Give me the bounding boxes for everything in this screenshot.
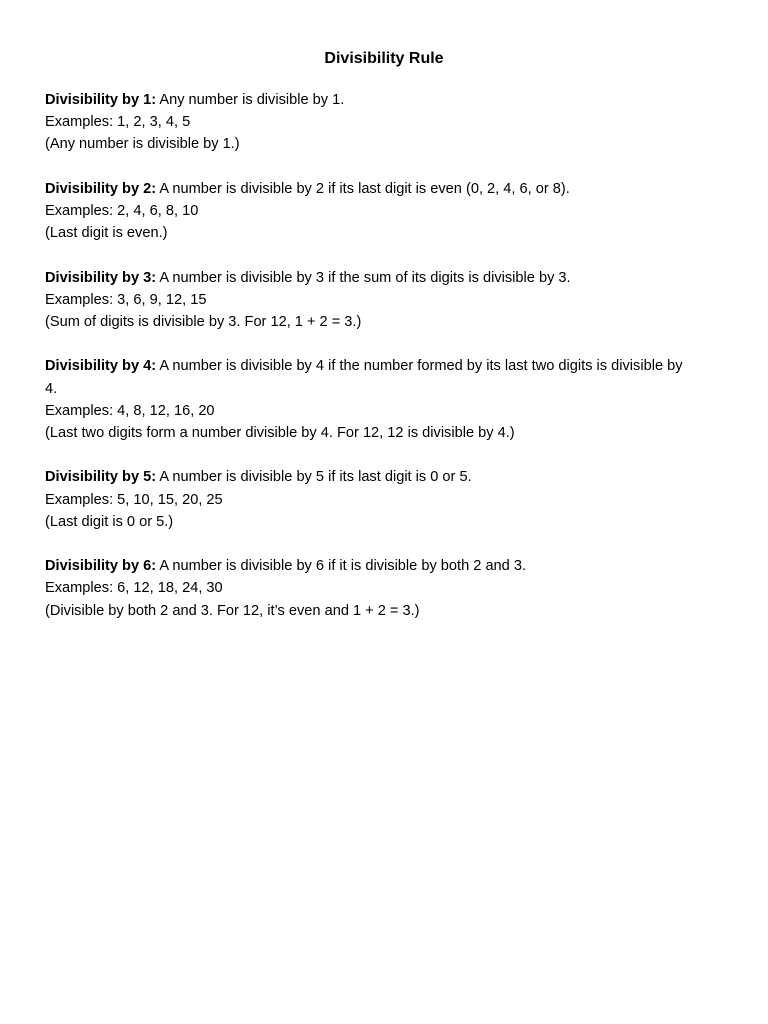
- rule-text: Any number is divisible by 1.: [159, 92, 345, 108]
- rule-statement: [45, 355, 685, 399]
- rule-note: (Divisible by both 2 and 3. For 12, it’s even and 1 + 2 = 3.): [45, 602, 420, 619]
- rule-examples: Examples: 6, 12, 18, 24, 30: [45, 580, 223, 597]
- rule-heading: Divisibility by 6:: [45, 558, 157, 575]
- rule-examples: Examples: 2, 4, 6, 8, 10: [45, 203, 199, 219]
- rule-text: A number is divisible by 3 if the sum of its digits is divisible by 3.: [159, 269, 571, 286]
- rule-heading: Divisibility by 2:: [45, 180, 157, 197]
- rule-note: (Any number is divisible by 1.): [45, 136, 240, 153]
- rule-heading: Divisibility by 4:: [45, 358, 157, 375]
- rule-divisibility-by-4: [45, 355, 685, 444]
- rules-list: [45, 89, 685, 644]
- rule-text: A number is divisible by 2 if its last digit is even (0, 2, 4, 6, or 8).: [159, 180, 570, 197]
- rule-examples: Examples: 5, 10, 15, 20, 25: [45, 491, 223, 508]
- rule-divisibility-by-1: [45, 89, 685, 156]
- rule-note: (Last two digits form a number divisible by 4. For 12, 12 is divisible by 4.): [45, 425, 515, 441]
- rule-statement: [45, 267, 685, 289]
- rule-examples: Examples: 4, 8, 12, 16, 20: [45, 402, 215, 419]
- page-title: Divisibility Rule: [324, 50, 444, 67]
- rule-heading: Divisibility by 3:: [45, 269, 157, 286]
- rule-heading: Divisibility by 5:: [45, 469, 157, 486]
- rule-statement: [45, 89, 685, 111]
- rule-heading: Divisibility by 1:: [45, 92, 157, 108]
- rule-examples: Examples: 1, 2, 3, 4, 5: [45, 114, 191, 131]
- rule-divisibility-by-6: [45, 555, 685, 622]
- rule-divisibility-by-3: [45, 267, 685, 334]
- rule-text: A number is divisible by 5 if its last digit is 0 or 5.: [159, 469, 472, 486]
- rule-note: (Last digit is 0 or 5.): [45, 513, 174, 530]
- rule-statement: [45, 466, 685, 488]
- rule-note: (Sum of digits is divisible by 3. For 12, 1 + 2 = 3.): [45, 314, 362, 330]
- rule-text: A number is divisible by 6 if it is divisible by both 2 and 3.: [159, 558, 527, 575]
- rule-divisibility-by-2: [45, 178, 685, 245]
- rule-statement: [45, 178, 685, 200]
- rule-divisibility-by-5: [45, 466, 685, 533]
- rule-statement: [45, 555, 685, 577]
- rule-text: A number is divisible by 4 if the number formed by its last two digits is divisible by 4.: [45, 358, 683, 397]
- rule-examples: Examples: 3, 6, 9, 12, 15: [45, 291, 207, 308]
- rule-note: (Last digit is even.): [45, 225, 168, 242]
